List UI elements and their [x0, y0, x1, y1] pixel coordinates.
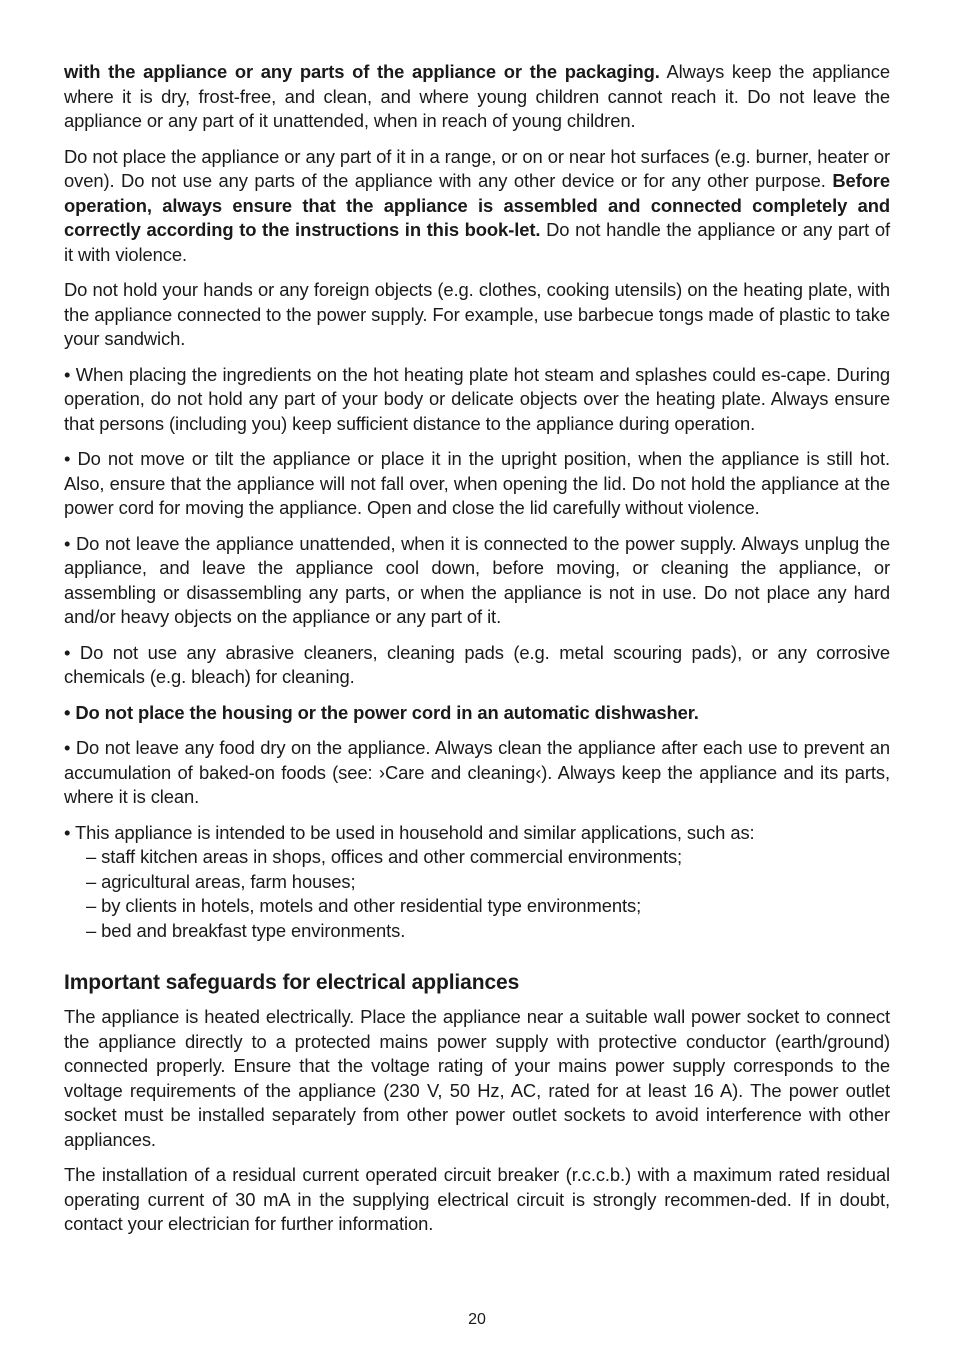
- bold-warning: • Do not place the housing or the power cord in an automatic dishwasher.: [64, 701, 699, 723]
- bullet-unattended: • Do not leave the appliance unattended, when it is connected to the power supply. Always unplug the appliance, and leave the appliance cool down, before moving, or cleaning the appliance, or assembling or disassembling any parts, or when the appliance is not in use. Do not place any hard and/or heavy objects on the appliance or any part of it.: [64, 532, 890, 627]
- bullet-food-dry: • Do not leave any food dry on the appliance. Always clean the appliance after each use to prevent an accumulation of baked-on foods (see: ›Care and cleaning‹). Always keep the appliance and its parts, where it is clean.: [64, 737, 890, 807]
- paragraph-rccb: The installation of a residual current operated circuit breaker (r.c.c.b.) with a maximum rated residual operating current of 30 mA in the supplying electrical circuit is strongly recommen-ded. If in doubt, contact your electrician for further information.: [64, 1164, 890, 1234]
- paragraph-text: Do not place the appliance or any part of it in a range, or on or near hot surfaces (e.g. burner, heater or oven). Do not use any parts of the appliance with any other device or for any other purpose.: [64, 145, 890, 191]
- bold-warning: Before operation, always ensure that the appliance is assembled and connected completely and correctly according to the instructions in this book-let.: [64, 170, 890, 240]
- bullet-dishwasher: [64, 701, 890, 726]
- bullet-hot-steam: • When placing the ingredients on the hot heating plate hot steam and splashes could es-cape. During operation, do not hold any part of your body or delicate objects over the heating plate. Always ensure that persons (including you) keep sufficient distance to the appliance during operation.: [64, 363, 890, 434]
- bullet-abrasive-cleaners: • Do not use any abrasive cleaners, cleaning pads (e.g. metal scouring pads), or any corrosive chemicals (e.g. bleach) for cleaning.: [64, 641, 890, 687]
- paragraph-electrical: The appliance is heated electrically. Place the appliance near a suitable wall power socket to connect the appliance directly to a protected mains power supply with protective conductor (earth/ground) connected properly. Ensure that the voltage rating of your mains power supply corresponds to the voltage requirements of the appliance (230 V, 50 Hz, AC, rated for at least 16 A). The power outlet socket must be installed separately from other power outlet sockets to avoid interference with other appliances.: [64, 1006, 890, 1150]
- section-heading: Important safeguards for electrical appliances: [64, 971, 520, 994]
- paragraph-packaging: [64, 60, 890, 134]
- bullet-move-tilt: • Do not move or tilt the appliance or place it in the upright position, when the appliance is still hot. Also, ensure that the appliance will not fall over, when opening the lid. Do not hold the appliance at the power cord for moving the appliance. Open and close the lid carefully without violence.: [64, 448, 890, 518]
- document-body: [64, 60, 890, 1248]
- paragraph-heating-plate: Do not hold your hands or any foreign objects (e.g. clothes, cooking utensils) on the heating plate, with the appliance connected to the power supply. For example, use barbecue tongs made of plastic to take your sandwich.: [64, 279, 890, 349]
- list-item: – staff kitchen areas in shops, offices and other commercial environments;: [86, 846, 683, 867]
- list-item: – by clients in hotels, motels and other residential type environments;: [86, 895, 642, 916]
- list-item: – bed and breakfast type environments.: [86, 919, 406, 941]
- paragraph-text: Do not handle the appliance or any part of it with violence.: [64, 219, 890, 265]
- usage-list: [64, 845, 890, 943]
- page-number: 20: [468, 1311, 486, 1328]
- bullet-intended-use: • This appliance is intended to be used in household and similar applications, such as:: [64, 821, 755, 843]
- list-item: – agricultural areas, farm houses;: [86, 870, 356, 892]
- bold-lead: with the appliance or any parts of the appliance or the packaging.: [64, 61, 660, 82]
- paragraph-text: Always keep the appliance where it is dry, frost-free, and clean, and where young children cannot reach it. Do not leave the appliance or any part of it unattended, when in reach of young children.: [64, 61, 890, 131]
- paragraph-placement: [64, 145, 890, 268]
